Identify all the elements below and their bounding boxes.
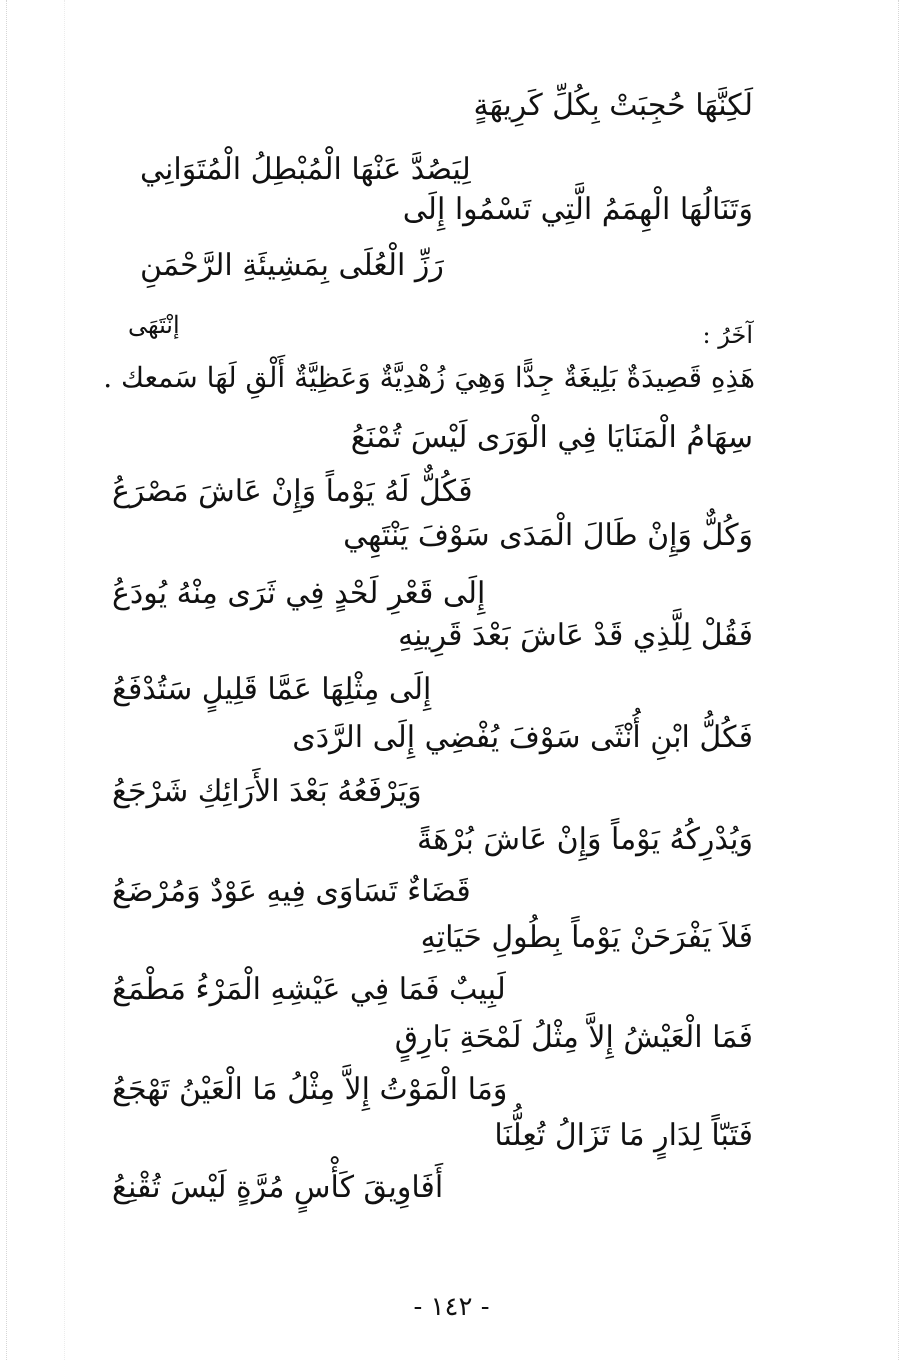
verse-line: لَكِنَّهَا حُجِبَتْ بِكُلِّ كَرِيهَةٍ xyxy=(473,88,753,123)
verse-line: وَيُدْرِكُهُ يَوْماً وَإِنْ عَاشَ بُرْهَةً xyxy=(417,822,753,857)
scan-guide-line xyxy=(64,0,65,1360)
verse-line: رَزِّ الْعُلَى بِمَشِيئَةِ الرَّحْمَنِ xyxy=(140,248,444,283)
verse-line: وَيَرْفَعُهُ بَعْدَ الأَرَائِكِ شَرْجَعُ xyxy=(112,774,422,809)
verse-line: فَقُلْ لِلَّذِي قَدْ عَاشَ بَعْدَ قَرِينِهِ xyxy=(398,618,753,653)
page-number: - ١٤٢ - xyxy=(413,1292,490,1322)
verse-line: فَلاَ يَفْرَحَنْ يَوْماً بِطُولِ حَيَاتِهِ xyxy=(420,920,753,955)
verse-line: وَتَنَالُهَا الْهِمَمُ الَّتِي تَسْمُوا إِلَى xyxy=(402,192,753,227)
poem-description: هَذِهِ قَصِيدَةٌ بَلِيغَةٌ جِدًّا وَهِيَ زُهْدِيَّةٌ وَعَظِيَّةٌ أَلْقِ لَهَا سَمعك . xyxy=(103,361,755,394)
verse-line: إِلَى مِثْلِهَا عَمَّا قَلِيلٍ سَتُدْفَعُ xyxy=(112,672,432,707)
verse-line: قَضَاءٌ تَسَاوَى فِيهِ عَوْدٌ وَمُرْضَعُ xyxy=(112,874,471,909)
verse-line: أَفَاوِيقَ كَأْسٍ مُرَّةٍ لَيْسَ تُقْنِعُ xyxy=(112,1170,444,1205)
verse-line: فَمَا الْعَيْشُ إِلاَّ مِثْلُ لَمْحَةِ بَارِقٍ xyxy=(394,1020,753,1055)
verse-line: وَمَا الْمَوْتُ إِلاَّ مِثْلُ مَا الْعَيْنُ تَهْجَعُ xyxy=(112,1072,508,1107)
scan-guide-line xyxy=(6,0,7,1360)
verse-line: فَكُلٌّ لَهُ يَوْماً وَإِنْ عَاشَ مَصْرَعُ xyxy=(112,474,473,509)
verse-line: فَتَبّاً لِدَارٍ مَا تَزَالُ تُعِلُّنَا xyxy=(494,1118,753,1153)
verse-line: سِهَامُ الْمَنَايَا فِي الْوَرَى لَيْسَ تُمْنَعُ xyxy=(350,420,753,455)
other-heading: آخَرُ : xyxy=(702,321,753,349)
verse-line: وَكُلٌّ وَإِنْ طَالَ الْمَدَى سَوْفَ يَنْتَهِي xyxy=(343,518,753,553)
verse-line: إِلَى قَعْرِ لَحْدٍ فِي ثَرَى مِنْهُ يُودَعُ xyxy=(112,576,486,611)
scan-guide-line xyxy=(898,0,899,1360)
verse-line: لِيَصُدَّ عَنْهَا الْمُبْطِلُ الْمُتَوَانِي xyxy=(140,152,471,187)
verse-line: لَبِيبٌ فَمَا فِي عَيْشِهِ الْمَرْءُ مَطْمَعُ xyxy=(112,972,506,1007)
ended-label: إنْتَهَى xyxy=(128,311,180,339)
verse-line: فَكُلُّ ابْنِ أُنْثَى سَوْفَ يُفْضِي إِلَى الرَّدَى xyxy=(292,720,753,755)
